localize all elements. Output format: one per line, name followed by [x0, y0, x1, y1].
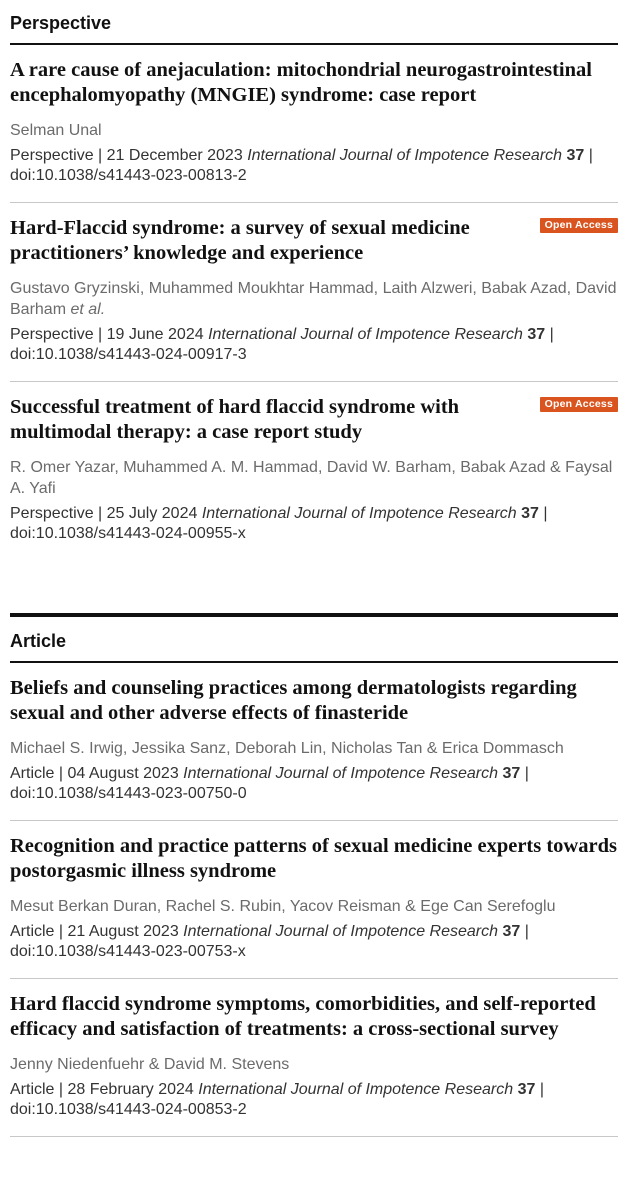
article-authors: Selman Unal	[10, 122, 102, 139]
article-doi: doi:10.1038/s41443-023-00753-x	[10, 943, 246, 960]
article-authors: Jenny Niedenfuehr & David M. Stevens	[10, 1056, 290, 1073]
article-date: 04 August 2023	[67, 765, 179, 782]
article-title-link[interactable]: A rare cause of anejaculation: mitochondrial neurogastrointestinal encephalomyopathy (MNGIE) syndrome: case report	[10, 59, 592, 106]
open-access-badge: Open Access	[540, 397, 618, 412]
journal-name: International Journal of Impotence Research	[183, 765, 499, 782]
article-doi: doi:10.1038/s41443-024-00917-3	[10, 346, 247, 363]
journal-name: International Journal of Impotence Research	[247, 147, 563, 164]
article-doi: doi:10.1038/s41443-024-00853-2	[10, 1101, 247, 1118]
article-title-link[interactable]: Recognition and practice patterns of sexual medicine experts towards postorgasmic illness syndrome	[10, 835, 617, 882]
article-type: Article	[10, 765, 55, 782]
article-item	[10, 382, 618, 560]
section-title: Article	[10, 631, 67, 651]
article-item	[10, 821, 618, 979]
article-doi: doi:10.1038/s41443-023-00813-2	[10, 167, 247, 184]
article-title-link[interactable]: Beliefs and counseling practices among dermatologists regarding sexual and other adverse effects of finasteride	[10, 677, 577, 724]
article-type: Article	[10, 1081, 55, 1098]
section-separator	[10, 613, 618, 617]
journal-volume: 37	[502, 923, 521, 940]
open-access-badge: Open Access	[540, 218, 618, 233]
journal-volume: 37	[517, 1081, 536, 1098]
article-type: Perspective	[10, 505, 94, 522]
article-date: 21 December 2023	[106, 147, 243, 164]
article-date: 21 August 2023	[67, 923, 179, 940]
article-authors: Mesut Berkan Duran, Rachel S. Rubin, Yacov Reisman & Ege Can Serefoglu	[10, 898, 556, 915]
journal-volume: 37	[521, 505, 539, 522]
article-authors: Gustavo Gryzinski, Muhammed Moukhtar Hammad, Laith Alzweri, Babak Azad, David Barham et al.	[10, 280, 617, 318]
article-doi: doi:10.1038/s41443-023-00750-0	[10, 785, 247, 802]
article-authors: R. Omer Yazar, Muhammed A. M. Hammad, David W. Barham, Babak Azad & Faysal A. Yafi	[10, 459, 613, 497]
journal-name: International Journal of Impotence Research	[201, 505, 517, 522]
article-authors: Michael S. Irwig, Jessika Sanz, Deborah Lin, Nicholas Tan & Erica Dommasch	[10, 740, 564, 757]
article-type: Perspective	[10, 147, 94, 164]
article-meta: Perspective | 19 June 2024 International Journal of Impotence Research 37 | doi:10.1038/s41443-024-00917-3	[10, 326, 554, 363]
journal-name: International Journal of Impotence Research	[208, 326, 523, 343]
article-item	[10, 45, 618, 203]
article-meta: Perspective | 21 December 2023 International Journal of Impotence Research 37 | doi:10.1038/s41443-023-00813-2	[10, 147, 593, 184]
article-type: Perspective	[10, 326, 94, 343]
article-item	[10, 979, 618, 1137]
journal-volume: 37	[502, 765, 521, 782]
article-meta: Article | 21 August 2023 International Journal of Impotence Research 37 | doi:10.1038/s41443-023-00753-x	[10, 923, 529, 960]
article-type: Article	[10, 923, 55, 940]
journal-volume: 37	[566, 147, 585, 164]
article-meta: Article | 04 August 2023 International Journal of Impotence Research 37 | doi:10.1038/s41443-023-00750-0	[10, 765, 529, 802]
article-title-link[interactable]: Hard-Flaccid syndrome: a survey of sexual medicine practitioners’ knowledge and experience	[10, 217, 470, 264]
article-item	[10, 203, 618, 382]
article-doi: doi:10.1038/s41443-024-00955-x	[10, 525, 246, 542]
journal-volume: 37	[527, 326, 546, 343]
section-title: Perspective	[10, 13, 112, 33]
section-perspective	[10, 2, 618, 560]
article-date: 25 July 2024	[106, 505, 198, 522]
article-meta: Article | 28 February 2024 International Journal of Impotence Research 37 | doi:10.1038/s41443-024-00853-2	[10, 1081, 544, 1118]
article-item	[10, 663, 618, 821]
article-title-link[interactable]: Hard flaccid syndrome symptoms, comorbidities, and self-reported efficacy and satisfaction of treatments: a cross-sectional survey	[10, 993, 596, 1040]
article-date: 19 June 2024	[106, 326, 204, 343]
journal-name: International Journal of Impotence Research	[198, 1081, 514, 1098]
journal-name: International Journal of Impotence Research	[183, 923, 499, 940]
article-title-link[interactable]: Successful treatment of hard flaccid syndrome with multimodal therapy: a case report study	[10, 396, 460, 443]
article-meta: Perspective | 25 July 2024 International Journal of Impotence Research 37 | doi:10.1038/s41443-024-00955-x	[10, 505, 548, 542]
section-article	[10, 620, 618, 1137]
article-date: 28 February 2024	[67, 1081, 194, 1098]
